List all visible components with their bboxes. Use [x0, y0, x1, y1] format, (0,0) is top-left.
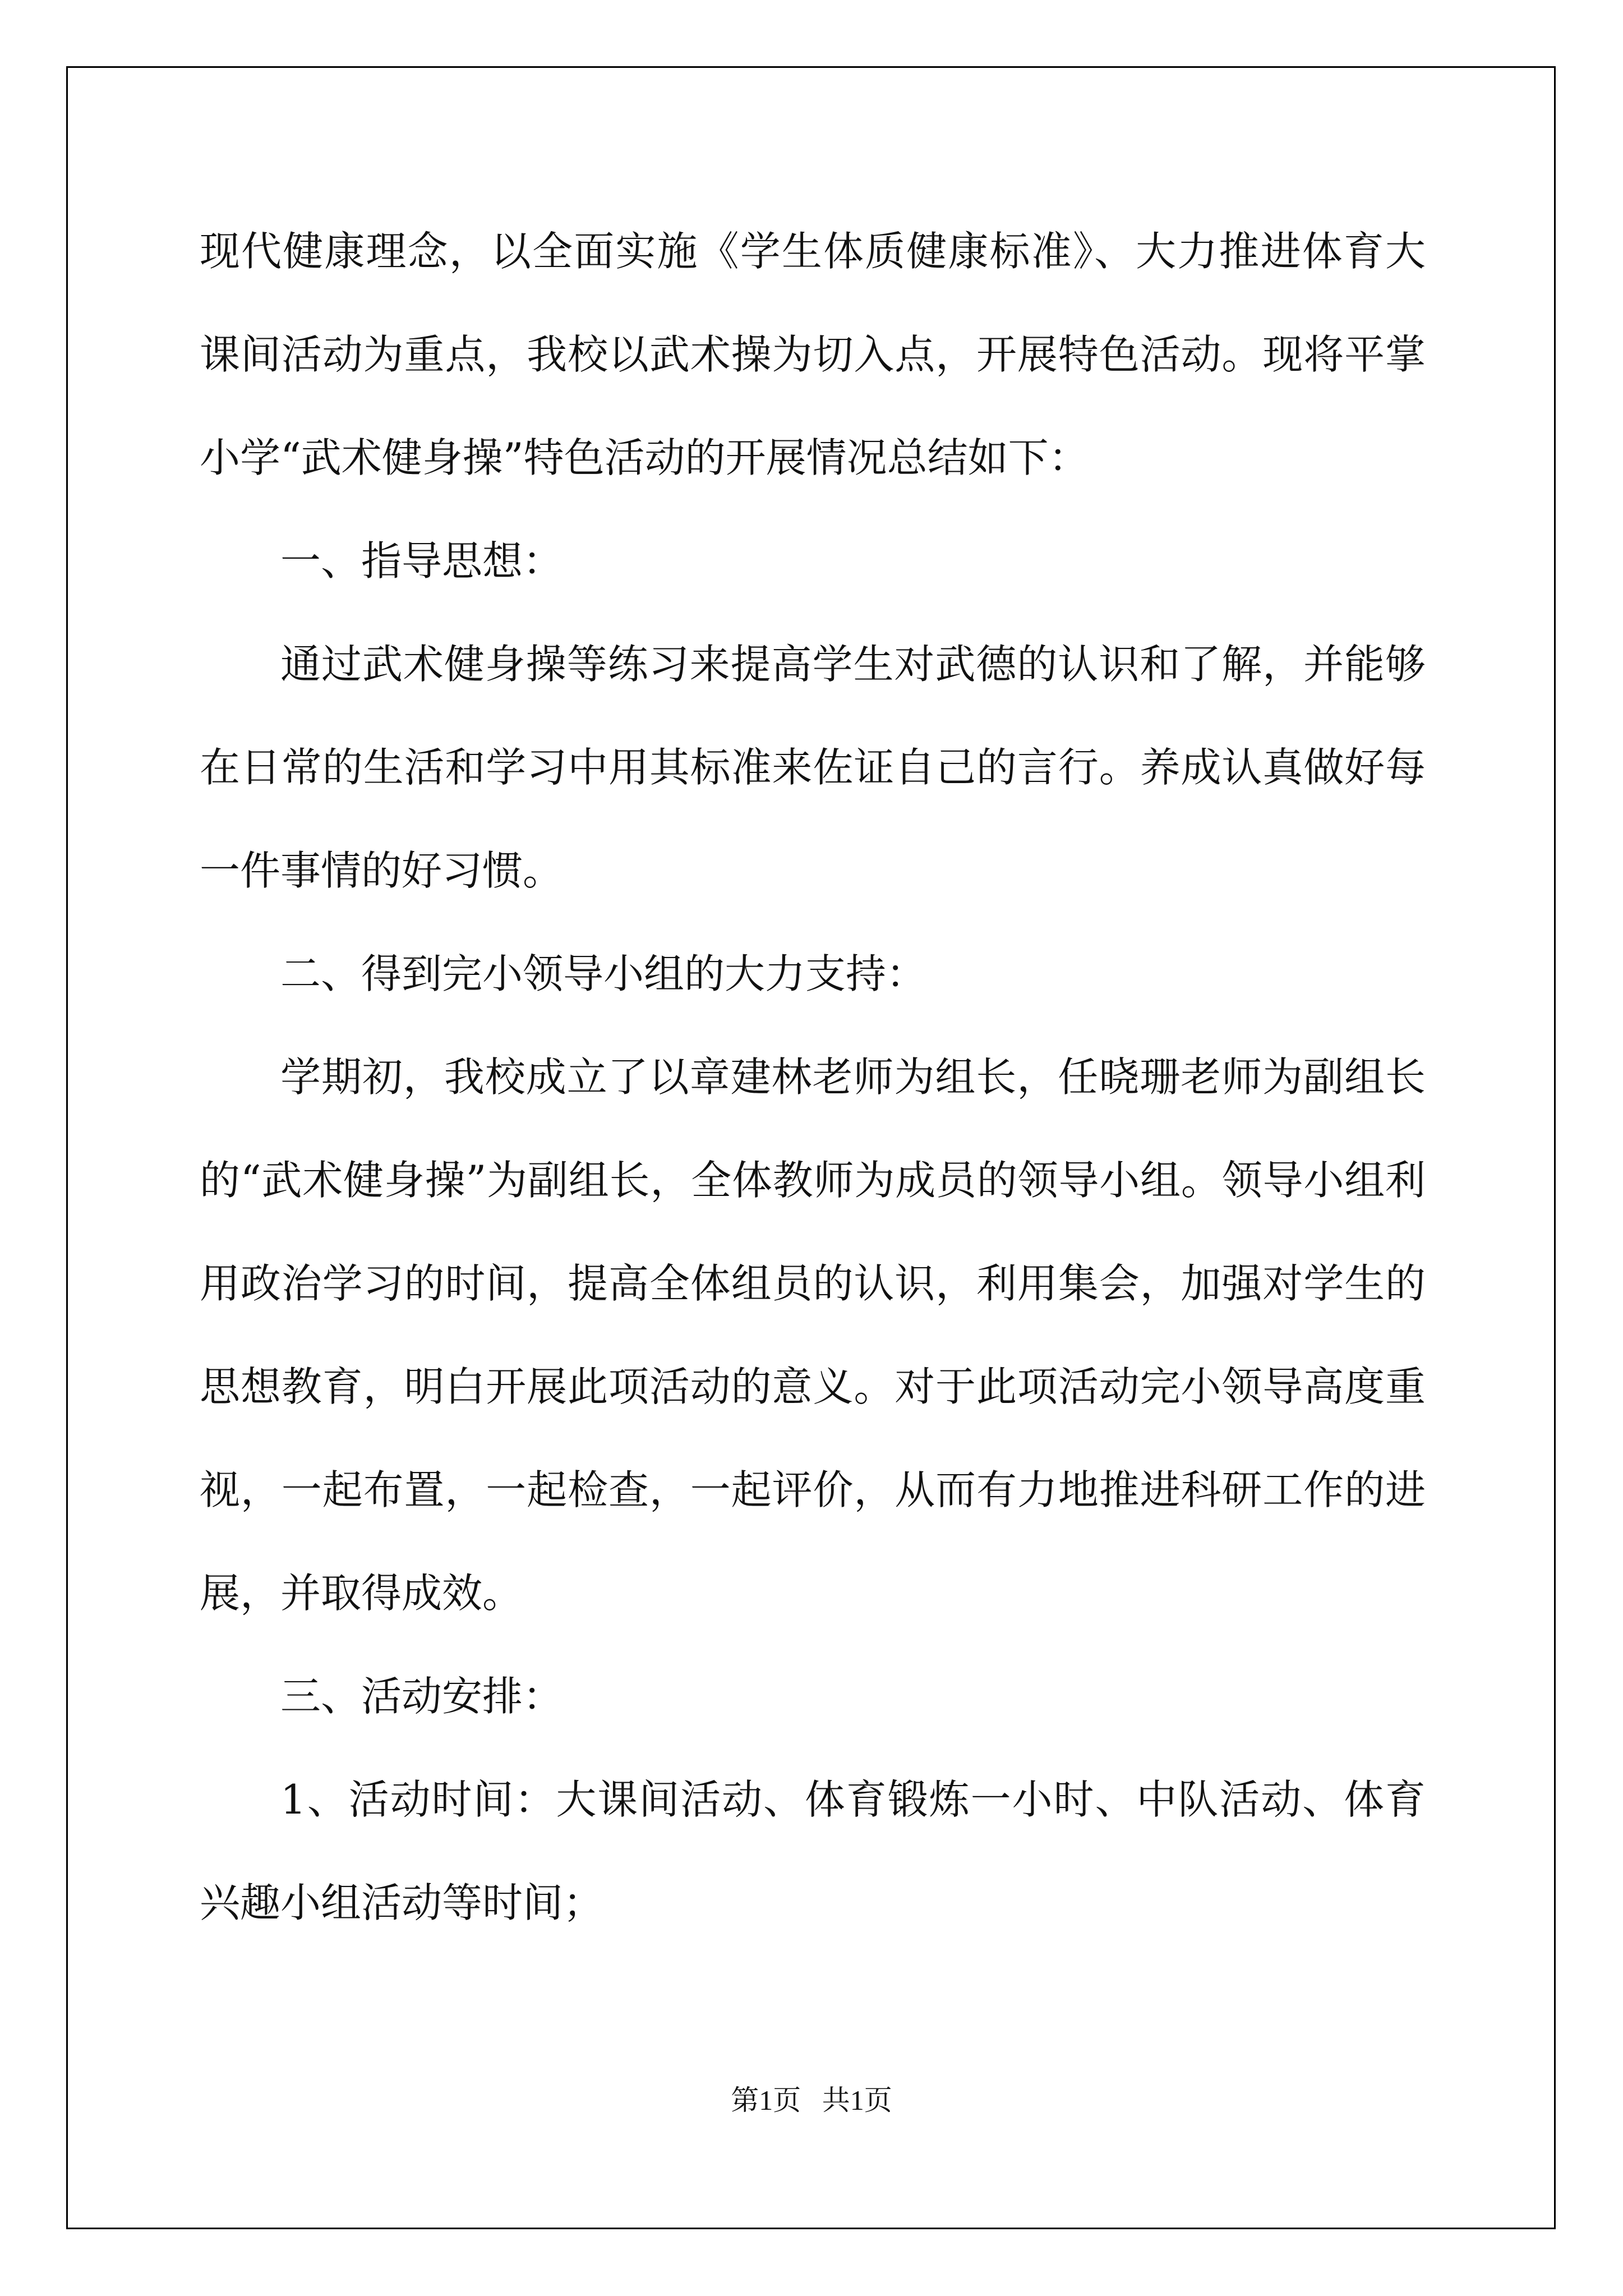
paragraph-activity-time: 1、活动时间：大课间活动、体育锻炼一小时、中队活动、体育兴趣小组活动等时间； — [200, 1776, 1426, 1926]
paragraph-leadership-support: 学期初，我校成立了以章建林老师为组长，任晓珊老师为副组长的“武术健身操”为副组长，全体教师为成员的领导小组。领导小组利用政治学习的时间，提高全体组员的认识，利用集会，加强对学生的思想教育，明白开展此项活动的意义。对于此项活动完小领导高度重视，一起布置，一起检查，一起评价，从而有力地推进科研工作的进展，并取得成效。 — [200, 1053, 1426, 1617]
page-number-footer: 第1页 共1页 — [731, 2085, 892, 2116]
document-body — [200, 200, 1426, 1954]
heading-leadership-support: 二、得到完小领导小组的大力支持： — [280, 950, 927, 997]
heading-guiding-ideology: 一、指导思想： — [280, 537, 564, 585]
paragraph-intro: 现代健康理念，以全面实施《学生体质健康标准》、大力推进体育大课间活动为重点，我校以武术操为切入点，开展特色活动。现将平掌小学“武术健身操”特色活动的开展情况总结如下： — [200, 228, 1426, 481]
paragraph-guiding-ideology: 通过武术健身操等练习来提高学生对武德的认识和了解，并能够在日常的生活和学习中用其标准来佐证自己的言行。养成认真做好每一件事情的好习惯。 — [200, 641, 1426, 894]
heading-activity-arrangement: 三、活动安排： — [280, 1673, 564, 1720]
